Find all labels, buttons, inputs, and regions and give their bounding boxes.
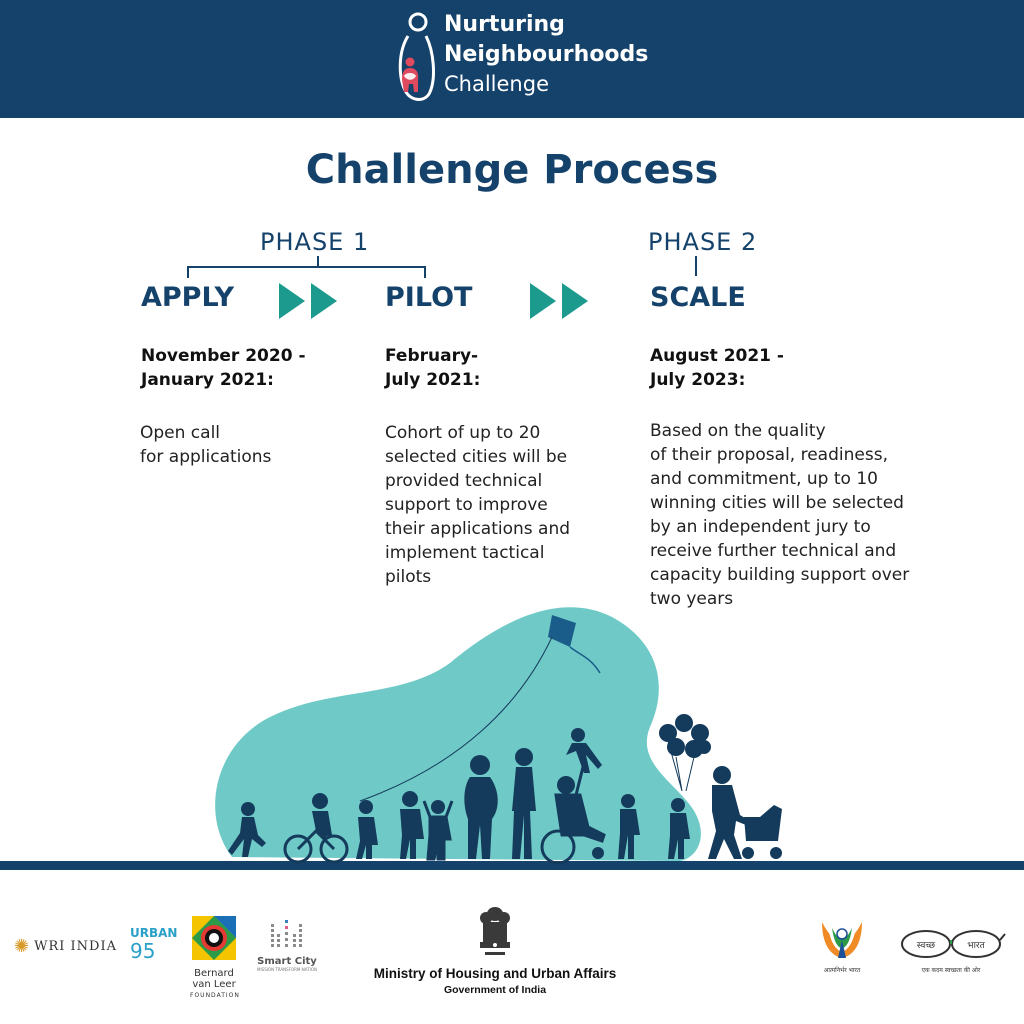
- svg-text:भारत: भारत: [967, 941, 985, 951]
- urban-text: URBAN: [130, 926, 178, 940]
- desc-line: Cohort of up to 20: [385, 423, 541, 443]
- date-line: February-: [385, 346, 479, 366]
- aatmanirbhar-bharat-logo: [812, 918, 872, 974]
- parent-child-icon: [394, 8, 442, 104]
- phase-2-label: PHASE 2: [648, 228, 758, 256]
- step-pilot-dates: [385, 344, 480, 392]
- desc-line: two years: [650, 589, 734, 609]
- step-scale-dates: [650, 344, 784, 392]
- brand-line-2: Neighbourhoods: [444, 42, 649, 67]
- double-arrow-icon: [528, 281, 592, 321]
- step-pilot-title: PILOT: [385, 282, 473, 313]
- desc-line: pilots: [385, 567, 432, 587]
- community-illustration: [0, 595, 1024, 880]
- phase-1-bracket: [180, 254, 440, 280]
- bvl-line: van Leer: [192, 979, 236, 990]
- step-apply-description: [140, 421, 271, 469]
- desc-line: winning cities will be selected: [650, 493, 904, 513]
- desc-line: receive further technical and: [650, 541, 897, 561]
- step-scale-description: [650, 419, 909, 611]
- bvl-emblem-icon: [190, 914, 238, 962]
- wri-flower-icon: ✺: [14, 936, 31, 957]
- aatmanirbhar-text: आत्मनिर्भर भारत: [823, 967, 861, 974]
- smart-city-text: Smart City: [257, 956, 317, 967]
- desc-line: selected cities will be: [385, 447, 568, 467]
- step-apply-title: APPLY: [141, 282, 235, 313]
- date-line: January 2021:: [141, 370, 274, 390]
- swachh-bharat-logo: [896, 926, 1006, 974]
- national-emblem-icon: [477, 902, 513, 960]
- government-name: Government of India: [443, 984, 547, 996]
- date-line: November 2020 -: [141, 346, 306, 366]
- desc-line: their applications and: [385, 519, 571, 539]
- phase-1-label: PHASE 1: [260, 228, 370, 256]
- aatmanirbhar-emblem-icon: [816, 918, 868, 962]
- desc-line: for applications: [140, 447, 272, 467]
- wri-india-logo: [14, 936, 117, 957]
- desc-line: support to improve: [385, 495, 548, 515]
- bvl-line: FOUNDATION: [190, 992, 240, 999]
- desc-line: and commitment, up to 10: [650, 469, 878, 489]
- smart-city-subtext: MISSION TRANSFORM-NATION: [257, 967, 317, 972]
- header-banner: [0, 0, 1024, 118]
- step-pilot-description: [385, 421, 570, 589]
- swachh-text: एक कदम स्वच्छता की ओर: [921, 967, 981, 974]
- desc-line: implement tactical: [385, 543, 545, 563]
- phase-2-bracket: [690, 254, 702, 280]
- swachh-glasses-icon: [896, 926, 1006, 960]
- desc-line: of their proposal, readiness,: [650, 445, 888, 465]
- urban-number: 95: [130, 939, 156, 963]
- smart-city-logo: [254, 918, 320, 972]
- double-arrow-icon: [277, 281, 341, 321]
- ministry-name: Ministry of Housing and Urban Affairs: [373, 966, 617, 981]
- desc-line: by an independent jury to: [650, 517, 871, 537]
- page-title: Challenge Process: [305, 147, 719, 193]
- wri-text: WRI INDIA: [34, 939, 117, 954]
- desc-line: Open call: [140, 423, 221, 443]
- brand-line-1: Nurturing: [444, 12, 565, 37]
- balloons-icon: [659, 714, 711, 791]
- bernard-van-leer-logo: [190, 914, 238, 1001]
- bvl-line: Bernard: [194, 968, 234, 979]
- svg-text:स्वच्छ: स्वच्छ: [916, 941, 936, 951]
- step-scale-title: SCALE: [650, 282, 746, 313]
- date-line: August 2021 -: [650, 346, 784, 366]
- ministry-logo: [370, 902, 620, 996]
- desc-line: provided technical: [385, 471, 543, 491]
- brand-line-3: Challenge: [444, 72, 549, 96]
- ground-line: [0, 861, 1024, 870]
- date-line: July 2023:: [650, 370, 746, 390]
- date-line: July 2021:: [385, 370, 481, 390]
- desc-line: capacity building support over: [650, 565, 910, 585]
- desc-line: Based on the quality: [650, 421, 826, 441]
- urban95-logo: [130, 926, 182, 962]
- brand-name: [444, 10, 648, 98]
- smart-city-dots-icon: [267, 918, 307, 952]
- step-apply-dates: [141, 344, 306, 392]
